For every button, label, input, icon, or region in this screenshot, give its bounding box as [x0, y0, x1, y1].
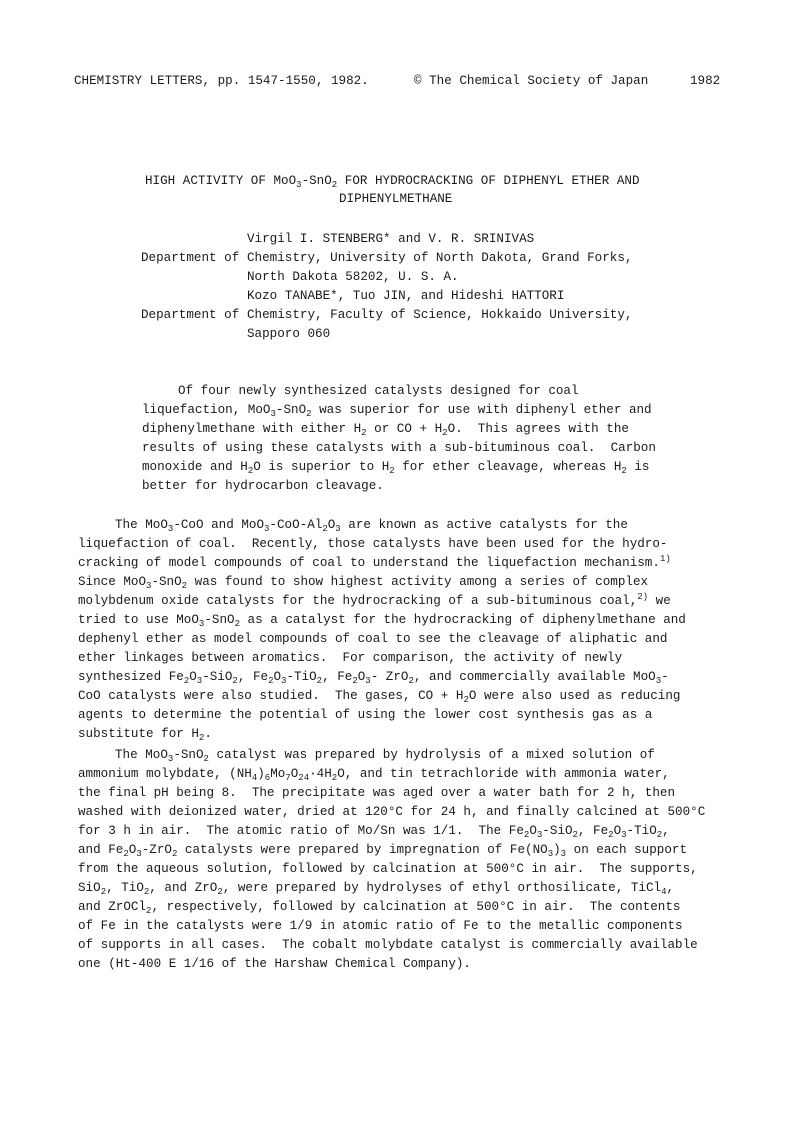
body-text: O [529, 824, 537, 838]
body-sub: 2 [268, 676, 274, 686]
title-line-1 [145, 172, 640, 190]
author-text: Kozo TANABE*, Tuo JIN, and Hideshi HATTORI [247, 289, 565, 303]
author-names-1 [247, 230, 534, 248]
body-sub: 2 [198, 733, 205, 743]
body-sub: 3 [335, 524, 341, 534]
body-sub: 3 [167, 754, 174, 764]
body-sub: 2 [181, 581, 188, 591]
body-sub: 24 [298, 773, 310, 783]
abstract-sub: 2 [621, 466, 627, 476]
body-sub: 3 [621, 830, 627, 840]
body-text: -SiO [542, 824, 573, 838]
body-text: - ZrO [370, 670, 409, 684]
body-text: -SiO [202, 670, 233, 684]
body-text: , Fe [577, 824, 609, 838]
body-text: catalysts were prepared by impregnation of Fe(NO [177, 843, 548, 857]
header-year-text: 1982 [690, 74, 721, 88]
body-text: O [613, 824, 622, 838]
dept-label-2 [141, 306, 239, 324]
body-line [78, 917, 683, 935]
affiliation-text: North Dakota 58202, U. S. A. [247, 270, 459, 284]
body-text: of Fe in the catalysts were 1/9 in atomic ratio of Fe to the metallic components [78, 919, 683, 933]
body-line [115, 746, 655, 764]
body-text: molybdenum oxide catalysts for the hydrocracking of a sub-bituminous coal, [78, 594, 638, 608]
body-text: , respectively, followed by calcination at 500°C in air. The contents [151, 900, 681, 914]
body-text: from the aqueous solution, followed by calcination at 500°C in air. The supports, [78, 862, 698, 876]
body-text: we [648, 594, 671, 608]
body-sub: 4 [661, 887, 667, 897]
body-text: -CoO and MoO [173, 518, 265, 532]
body-text: as a catalyst for the hydrocracking of diphenylmethane and [239, 613, 686, 627]
body-line [78, 649, 622, 667]
body-line [78, 860, 698, 878]
affiliation-text: Chemistry, University of North Dakota, Grand Forks, [247, 251, 633, 265]
body-sub: 2 [656, 830, 663, 840]
abstract-text: or CO + H [366, 422, 443, 436]
body-text: on each support [566, 843, 687, 857]
body-sub: 3 [560, 849, 567, 859]
affiliation-1b [247, 268, 459, 286]
body-text: ) [553, 843, 561, 857]
body-text: -TiO [626, 824, 657, 838]
body-text: synthesized Fe [78, 670, 184, 684]
body-line [78, 573, 648, 591]
body-sub: 3 [536, 830, 543, 840]
abstract-text: is [626, 460, 650, 474]
body-text: agents to determine the potential of using the lower cost synthesis gas as a [78, 708, 653, 722]
header-year [690, 72, 720, 90]
body-text: SiO [78, 881, 101, 895]
body-line [78, 803, 705, 821]
body-text: -SnO [151, 575, 182, 589]
body-line [78, 611, 686, 629]
body-line [78, 822, 670, 840]
author-names-2 [247, 287, 564, 305]
abstract-sub: 2 [389, 466, 395, 476]
body-text: Mo [270, 767, 286, 781]
body-sub: 3 [365, 676, 371, 686]
body-text: -TiO [286, 670, 317, 684]
body-sub: 3 [136, 849, 142, 859]
body-text: are known as active catalysts for the [340, 518, 628, 532]
abstract-sub: 2 [361, 428, 367, 438]
body-sub: 2 [608, 830, 614, 840]
body-text: CoO catalysts were also studied. The gases, CO + H [78, 689, 464, 703]
body-line [78, 706, 652, 724]
abstract-text: diphenylmethane with either H [142, 422, 362, 436]
body-text: was found to show highest activity among a series of complex [187, 575, 649, 589]
body-text: , Fe [322, 670, 353, 684]
body-text: The MoO [115, 748, 168, 762]
body-text: O [128, 843, 137, 857]
body-sub: 2 [234, 619, 240, 629]
body-text: ammonium molybdate, (NH [78, 767, 252, 781]
body-sub: 3 [196, 676, 203, 686]
body-text: and ZrOCl [78, 900, 147, 914]
body-text: for 3 h in air. The atomic ratio of Mo/Sn was 1/1. The Fe [78, 824, 524, 838]
body-line [115, 516, 628, 534]
body-text: catalyst was prepared by hydrolysis of a mixed solution of [208, 748, 655, 762]
body-text: ) [257, 767, 265, 781]
dept-label-1 [141, 249, 239, 267]
body-text: and Fe [78, 843, 124, 857]
body-text: liquefaction of coal. Recently, those catalysts have been used for the hydro- [78, 537, 668, 551]
body-text: . [204, 727, 212, 741]
affiliation-text: Chemistry, Faculty of Science, Hokkaido University, [247, 308, 633, 322]
body-text: -SnO [204, 613, 235, 627]
body-line [78, 535, 667, 553]
body-sub: 2 [331, 773, 338, 783]
body-line [78, 725, 212, 743]
abstract-line [142, 439, 656, 457]
body-sub: 2 [183, 676, 190, 686]
body-text: O [357, 670, 366, 684]
body-sub: 2 [143, 887, 150, 897]
body-line [78, 936, 698, 954]
abstract-line [142, 420, 629, 438]
body-text: , Fe [237, 670, 269, 684]
body-sub: 3 [198, 619, 205, 629]
body-sub: 2 [232, 676, 238, 686]
body-text: -CoO-Al [269, 518, 323, 532]
body-text: - [661, 670, 669, 684]
body-sub: 3 [547, 849, 554, 859]
dept-label-text: Department of [141, 308, 240, 322]
body-text: , TiO [106, 881, 144, 895]
body-text: O [273, 670, 282, 684]
body-line [78, 841, 687, 859]
title-line-2 [339, 190, 452, 208]
author-text: Virgil I. STENBERG* and V. R. SRINIVAS [247, 232, 535, 246]
copyright-line [414, 72, 648, 90]
abstract-text: O is superior to H [253, 460, 390, 474]
body-text: O [327, 518, 336, 532]
body-text: , [662, 824, 670, 838]
reference-marker: 2) [637, 592, 649, 602]
body-text: The MoO [115, 518, 168, 532]
body-text: ·4H [309, 767, 332, 781]
title-sub: 3 [296, 180, 302, 190]
body-sub: 2 [316, 676, 323, 686]
abstract-text: monoxide and H [142, 460, 248, 474]
body-sub: 3 [655, 676, 662, 686]
body-text: tried to use MoO [78, 613, 199, 627]
body-text: -ZrO [141, 843, 172, 857]
abstract-text: results of using these catalysts with a sub-bituminous coal. Carbon [142, 441, 656, 455]
body-line [78, 554, 671, 572]
abstract-line [142, 458, 650, 476]
body-text: the final pH being 8. The precipitate was aged over a water bath for 2 h, then [78, 786, 676, 800]
journal-citation [74, 72, 369, 90]
body-line [78, 765, 670, 783]
abstract-text: -SnO [275, 403, 307, 417]
affiliation-1a [247, 249, 632, 267]
body-sub: 4 [251, 773, 258, 783]
body-text: substitute for H [78, 727, 199, 741]
title-text: HIGH ACTIVITY OF MoO [145, 174, 297, 188]
body-line [78, 898, 680, 916]
body-text: , and commercially available MoO [413, 670, 656, 684]
body-sub: 2 [352, 676, 358, 686]
body-sub: 2 [572, 830, 578, 840]
body-line [78, 955, 471, 973]
body-sub: 2 [523, 830, 530, 840]
title-text: FOR HYDROCRACKING OF DIPHENYL ETHER AND [337, 174, 640, 188]
body-line [78, 592, 671, 610]
abstract-text: for ether cleavage, whereas H [394, 460, 622, 474]
abstract-line [178, 382, 579, 400]
society-name: The Chemical Society of Japan [429, 74, 649, 88]
affiliation-text: Sapporo 060 [247, 327, 331, 341]
body-text: O were also used as reducing [468, 689, 681, 703]
body-text: , [666, 881, 675, 895]
body-sub: 7 [285, 773, 291, 783]
abstract-text: Of four newly synthesized catalysts designed for coal [178, 384, 579, 398]
body-text: O, and tin tetrachloride with ammonia water, [337, 767, 670, 781]
body-line [78, 687, 680, 705]
body-text: Since MoO [78, 575, 147, 589]
body-sub: 2 [171, 849, 178, 859]
copyright-symbol: © [414, 74, 422, 88]
body-sub: 3 [281, 676, 287, 686]
title-sub: 2 [331, 180, 338, 190]
body-sub: 6 [264, 773, 271, 783]
body-line [78, 668, 669, 686]
body-text: one (Ht-400 E 1/16 of the Harshaw Chemical Company). [78, 957, 471, 971]
body-sub: 2 [100, 887, 107, 897]
abstract-line [142, 401, 652, 419]
body-line [78, 784, 675, 802]
body-sub: 3 [146, 581, 152, 591]
title-text: -SnO [301, 174, 332, 188]
reference-marker: 1) [659, 554, 671, 564]
body-sub: 3 [264, 524, 270, 534]
abstract-sub: 3 [270, 409, 276, 419]
body-text: , and ZrO [149, 881, 218, 895]
body-text: O [189, 670, 197, 684]
body-sub: 3 [167, 524, 174, 534]
affiliation-2a [247, 306, 632, 324]
body-text: cracking of model compounds of coal to understand the liquefaction mechanism. [78, 556, 660, 570]
body-sub: 2 [146, 906, 152, 916]
body-sub: 2 [463, 695, 469, 705]
journal-citation-text: CHEMISTRY LETTERS, pp. 1547-1550, 1982. [74, 74, 369, 88]
body-text: of supports in all cases. The cobalt molybdate catalyst is commercially available [78, 938, 698, 952]
abstract-sub: 2 [306, 409, 312, 419]
abstract-sub: 2 [442, 428, 448, 438]
dept-label-text: Department of [141, 251, 240, 265]
body-sub: 2 [123, 849, 129, 859]
body-line [78, 630, 667, 648]
body-sub: 2 [322, 524, 328, 534]
body-text: dephenyl ether as model compounds of coal to see the cleavage of aliphatic and [78, 632, 668, 646]
body-sub: 2 [217, 887, 223, 897]
body-text: -SnO [173, 748, 204, 762]
abstract-line [142, 477, 384, 495]
body-text: , were prepared by hydrolyses of ethyl orthosilicate, TiCl [222, 881, 662, 895]
abstract-text: O. This agrees with the [447, 422, 629, 436]
body-sub: 2 [203, 754, 209, 764]
body-text: ether linkages between aromatics. For comparison, the activity of newly [78, 651, 623, 665]
body-text: washed with deionized water, dried at 120°C for 24 h, and finally calcined at 500°C [78, 805, 706, 819]
abstract-text: better for hydrocarbon cleavage. [142, 479, 384, 493]
abstract-sub: 2 [247, 466, 254, 476]
body-line [78, 879, 674, 897]
title-text: DIPHENYLMETHANE [339, 192, 453, 206]
affiliation-2b [247, 325, 330, 343]
body-text: O [290, 767, 299, 781]
abstract-text: liquefaction, MoO [142, 403, 271, 417]
body-sub: 2 [408, 676, 414, 686]
abstract-text: was superior for use with diphenyl ether and [311, 403, 652, 417]
